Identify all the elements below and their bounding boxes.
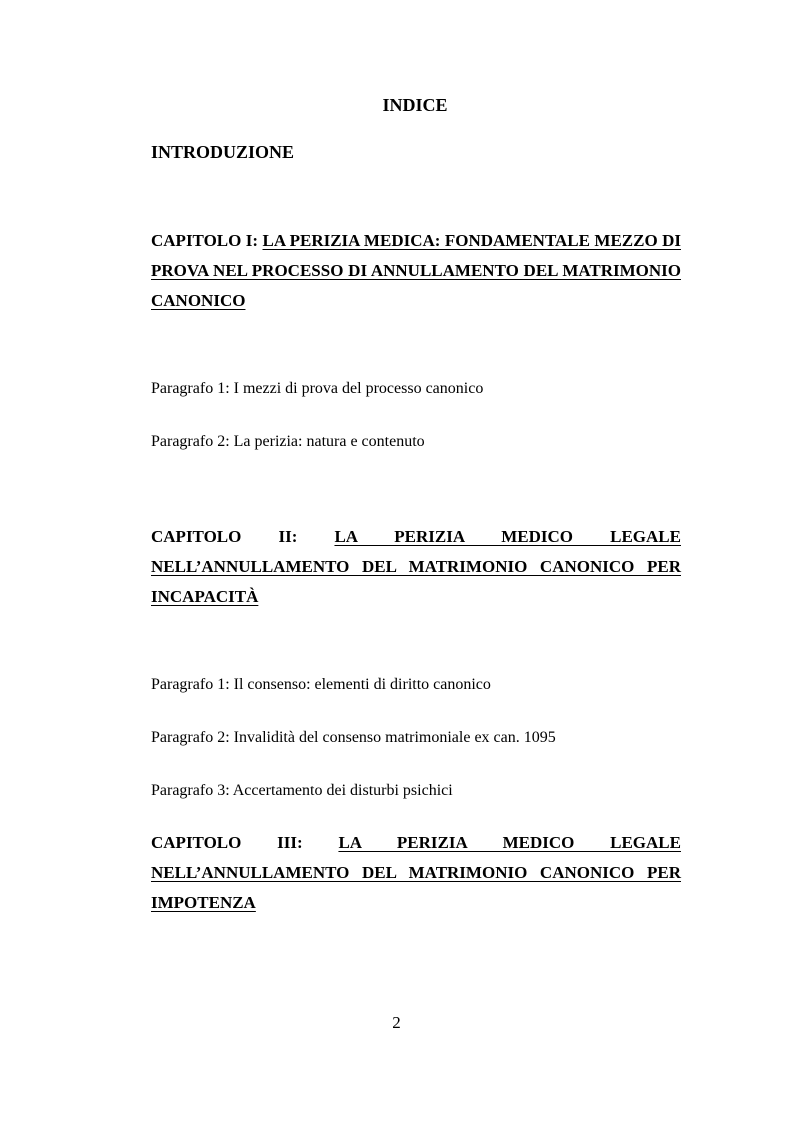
chapter-1-paragraph-1: Paragrafo 1: I mezzi di prova del processo canonico xyxy=(151,380,484,397)
chapter-2-label: CAPITOLO II: xyxy=(151,527,335,546)
chapter-3-title: LA PERIZIA MEDICO LEGALE NELL’ANNULLAMENTO DEL MATRIMONIO CANONICO PER IMPOTENZA xyxy=(151,833,681,912)
chapter-2-paragraph-1: Paragrafo 1: Il consenso: elementi di diritto canonico xyxy=(151,676,491,693)
chapter-1-paragraph-2: Paragrafo 2: La perizia: natura e contenuto xyxy=(151,433,425,450)
index-title: INDICE xyxy=(382,95,448,115)
page-number: 2 xyxy=(392,1013,401,1032)
chapter-2-paragraph-2: Paragrafo 2: Invalidità del consenso matrimoniale ex can. 1095 xyxy=(151,729,556,746)
chapter-3-heading xyxy=(151,828,681,918)
chapter-1-title: LA PERIZIA MEDICA: FONDAMENTALE MEZZO DI PROVA NEL PROCESSO DI ANNULLAMENTO DEL MATRIMONIO CANONICO xyxy=(151,231,681,310)
introduction-heading: INTRODUZIONE xyxy=(151,142,295,162)
chapter-3-label: CAPITOLO III: xyxy=(151,833,339,852)
chapter-2-heading xyxy=(151,522,681,612)
chapter-2-title: LA PERIZIA MEDICO LEGALE NELL’ANNULLAMENTO DEL MATRIMONIO CANONICO PER INCAPACITÀ xyxy=(151,527,681,606)
chapter-1-heading xyxy=(151,226,681,316)
chapter-1-label: CAPITOLO I: xyxy=(151,231,263,250)
chapter-2-paragraph-3: Paragrafo 3: Accertamento dei disturbi psichici xyxy=(151,782,453,799)
